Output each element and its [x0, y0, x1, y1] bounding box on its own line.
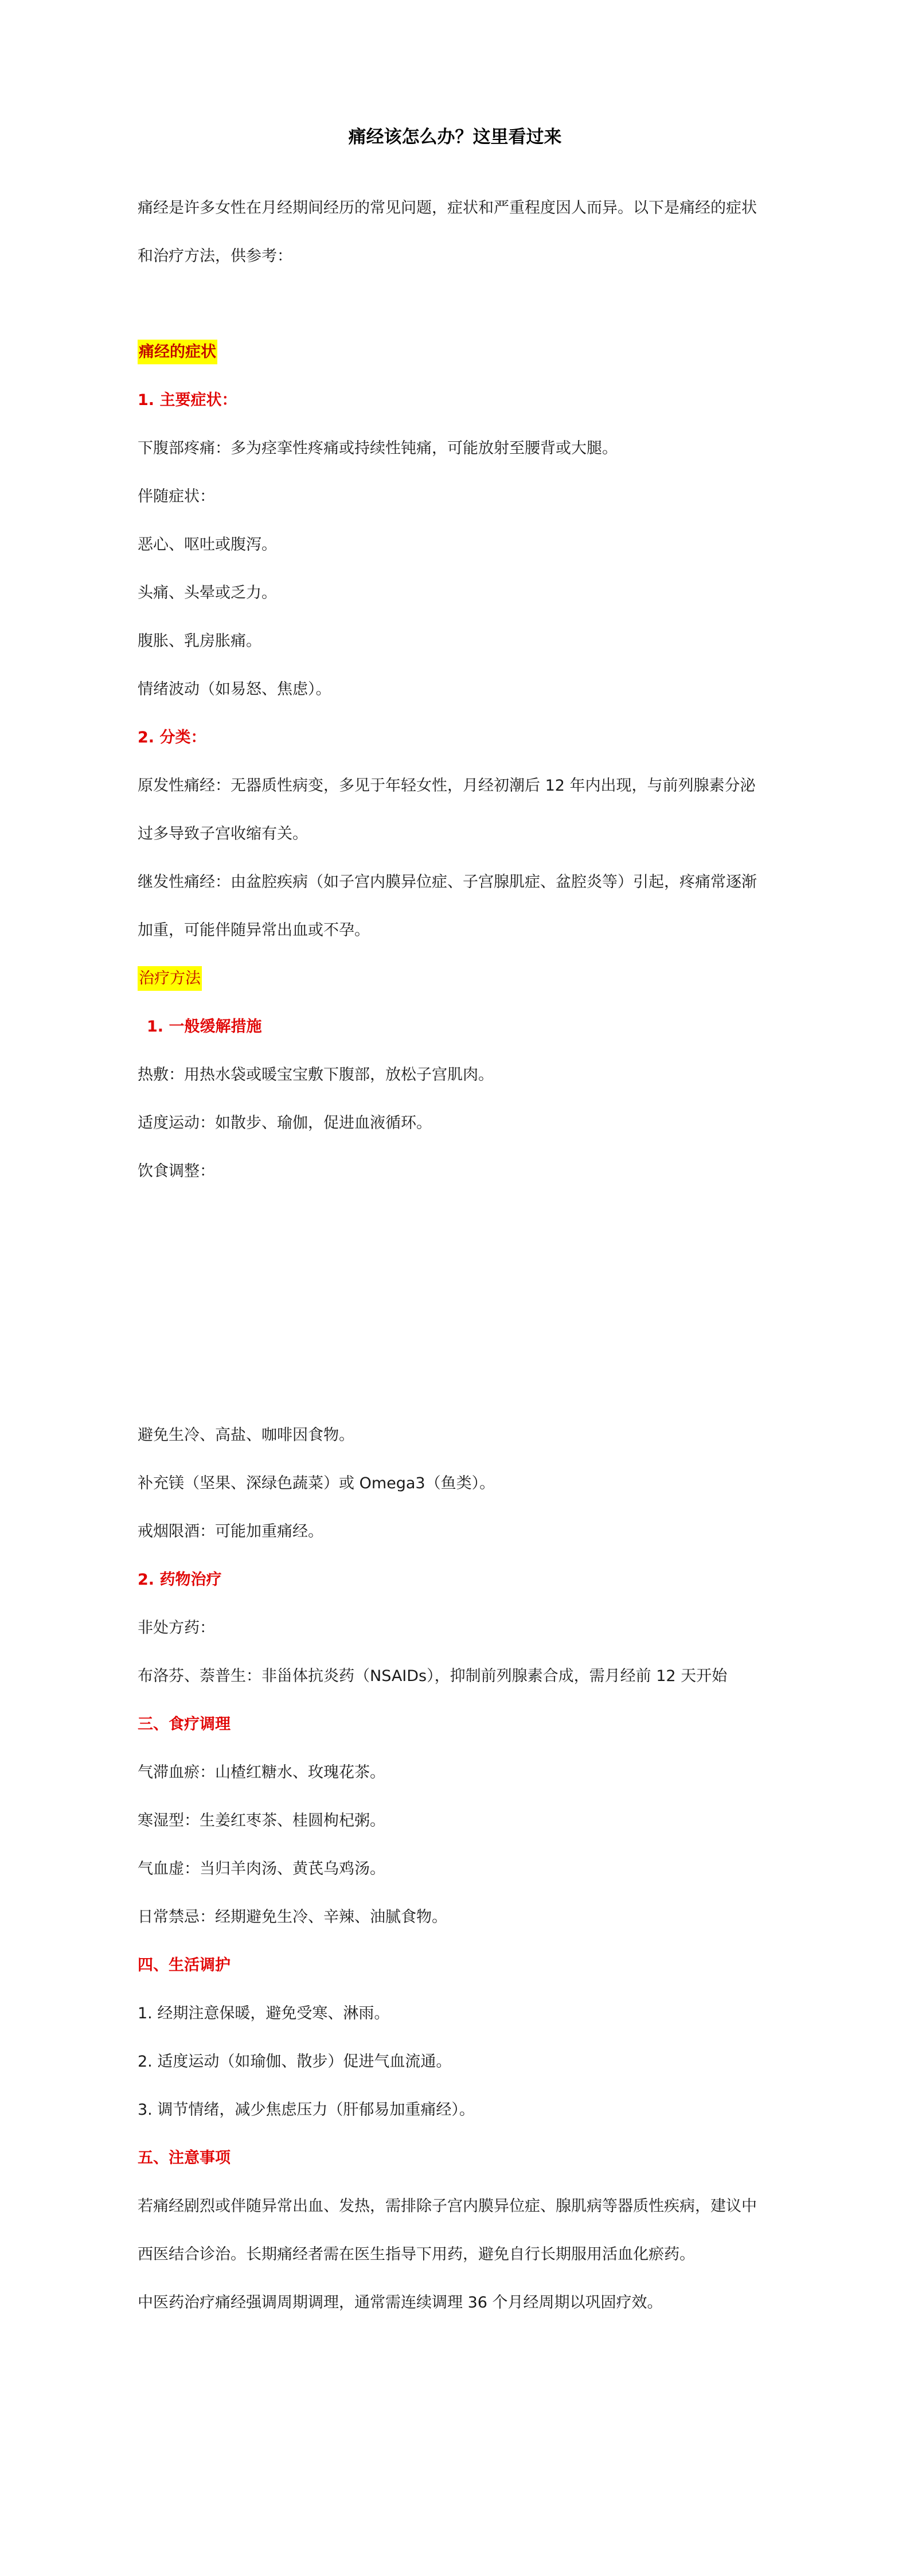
page-title: 痛经该怎么办？这里看过来 — [348, 127, 562, 147]
intro-line-1: 痛经是许多女性在月经期间经历的常见问题，症状和严重程度因人而异。以下是痛经的症状 — [138, 199, 757, 217]
diet-label: 饮食调整： — [138, 1162, 215, 1180]
highlighted-heading: 痛经的症状 — [138, 340, 217, 364]
lifestyle-heading: 四、生活调护 — [138, 1956, 231, 1974]
secondary-dysmenorrhea-line-2: 加重，可能伴随异常出血或不孕。 — [138, 921, 370, 939]
list-item: 情绪波动（如易怒、焦虑）。 — [138, 680, 331, 698]
list-item: 恶心、呕吐或腹泻。 — [138, 536, 277, 554]
drug-therapy-heading: 2. 药物治疗 — [138, 1571, 222, 1589]
accompany-label: 伴随症状： — [138, 488, 215, 505]
main-symptom-desc: 下腹部疼痛：多为痉挛性疼痛或持续性钝痛，可能放射至腰背或大腿。 — [138, 439, 618, 457]
list-item: 日常禁忌：经期避免生冷、辛辣、油腻食物。 — [138, 1908, 447, 1926]
list-item: 戒烟限酒：可能加重痛经。 — [138, 1523, 323, 1540]
notes-heading: 五、注意事项 — [138, 2149, 231, 2167]
notes-para-1-line-2: 西医结合诊治。长期痛经者需在医生指导下用药，避免自行长期服用活血化瘀药。 — [138, 2246, 695, 2263]
notes-para-1-line-1: 若痛经剧烈或伴随异常出血、发热，需排除子宫内膜异位症、腺肌病等器质性疾病，建议中 — [138, 2197, 757, 2215]
secondary-dysmenorrhea-line-1: 继发性痛经：由盆腔疾病（如子宫内膜异位症、子宫腺肌症、盆腔炎等）引起，疼痛常逐渐 — [138, 873, 757, 891]
section-heading-treatment — [138, 968, 202, 989]
otc-label: 非处方药： — [138, 1619, 215, 1637]
otc-desc: 布洛芬、萘普生：非甾体抗炎药（NSAIDs），抑制前列腺素合成，需月经前 12 天开始 — [138, 1667, 728, 1685]
list-item: 3. 调节情绪，减少焦虑压力（肝郁易加重痛经）。 — [138, 2101, 475, 2119]
primary-dysmenorrhea-line-1: 原发性痛经：无器质性病变，多见于年轻女性，月经初潮后 12 年内出现，与前列腺素分泌 — [138, 777, 756, 795]
primary-dysmenorrhea-line-2: 过多导致子宫收缩有关。 — [138, 825, 308, 843]
intro-line-2: 和治疗方法，供参考： — [138, 247, 292, 265]
list-item: 腹胀、乳房胀痛。 — [138, 632, 261, 650]
main-symptoms-heading: 1. 主要症状： — [138, 391, 237, 409]
list-item: 头痛、头晕或乏力。 — [138, 584, 277, 602]
list-item: 气血虚：当归羊肉汤、黄芪乌鸡汤。 — [138, 1860, 385, 1878]
heat-therapy-text: 热敷：用热水袋或暖宝宝敷下腹部，放松子宫肌肉。 — [138, 1066, 494, 1084]
highlighted-heading: 治疗方法 — [138, 966, 202, 991]
list-item: 气滞血瘀：山楂红糖水、玫瑰花茶。 — [138, 1764, 385, 1781]
list-item: 补充镁（坚果、深绿色蔬菜）或 Omega3（鱼类）。 — [138, 1474, 495, 1492]
exercise-text: 适度运动：如散步、瑜伽，促进血液循环。 — [138, 1114, 432, 1132]
classification-heading: 2. 分类： — [138, 729, 206, 746]
list-item: 避免生冷、高盐、咖啡因食物。 — [138, 1426, 354, 1444]
diet-therapy-heading: 三、食疗调理 — [138, 1715, 231, 1733]
section-heading-symptoms — [138, 342, 217, 363]
notes-para-2: 中医药治疗痛经强调周期调理，通常需连续调理 36 个月经周期以巩固疗效。 — [138, 2294, 663, 2312]
list-item: 寒湿型：生姜红枣茶、桂圆枸杞粥。 — [138, 1812, 385, 1830]
list-item: 1. 经期注意保暖，避免受寒、淋雨。 — [138, 2005, 390, 2022]
list-item: 2. 适度运动（如瑜伽、散步）促进气血流通。 — [138, 2053, 452, 2071]
general-relief-heading: 1. 一般缓解措施 — [147, 1018, 262, 1036]
